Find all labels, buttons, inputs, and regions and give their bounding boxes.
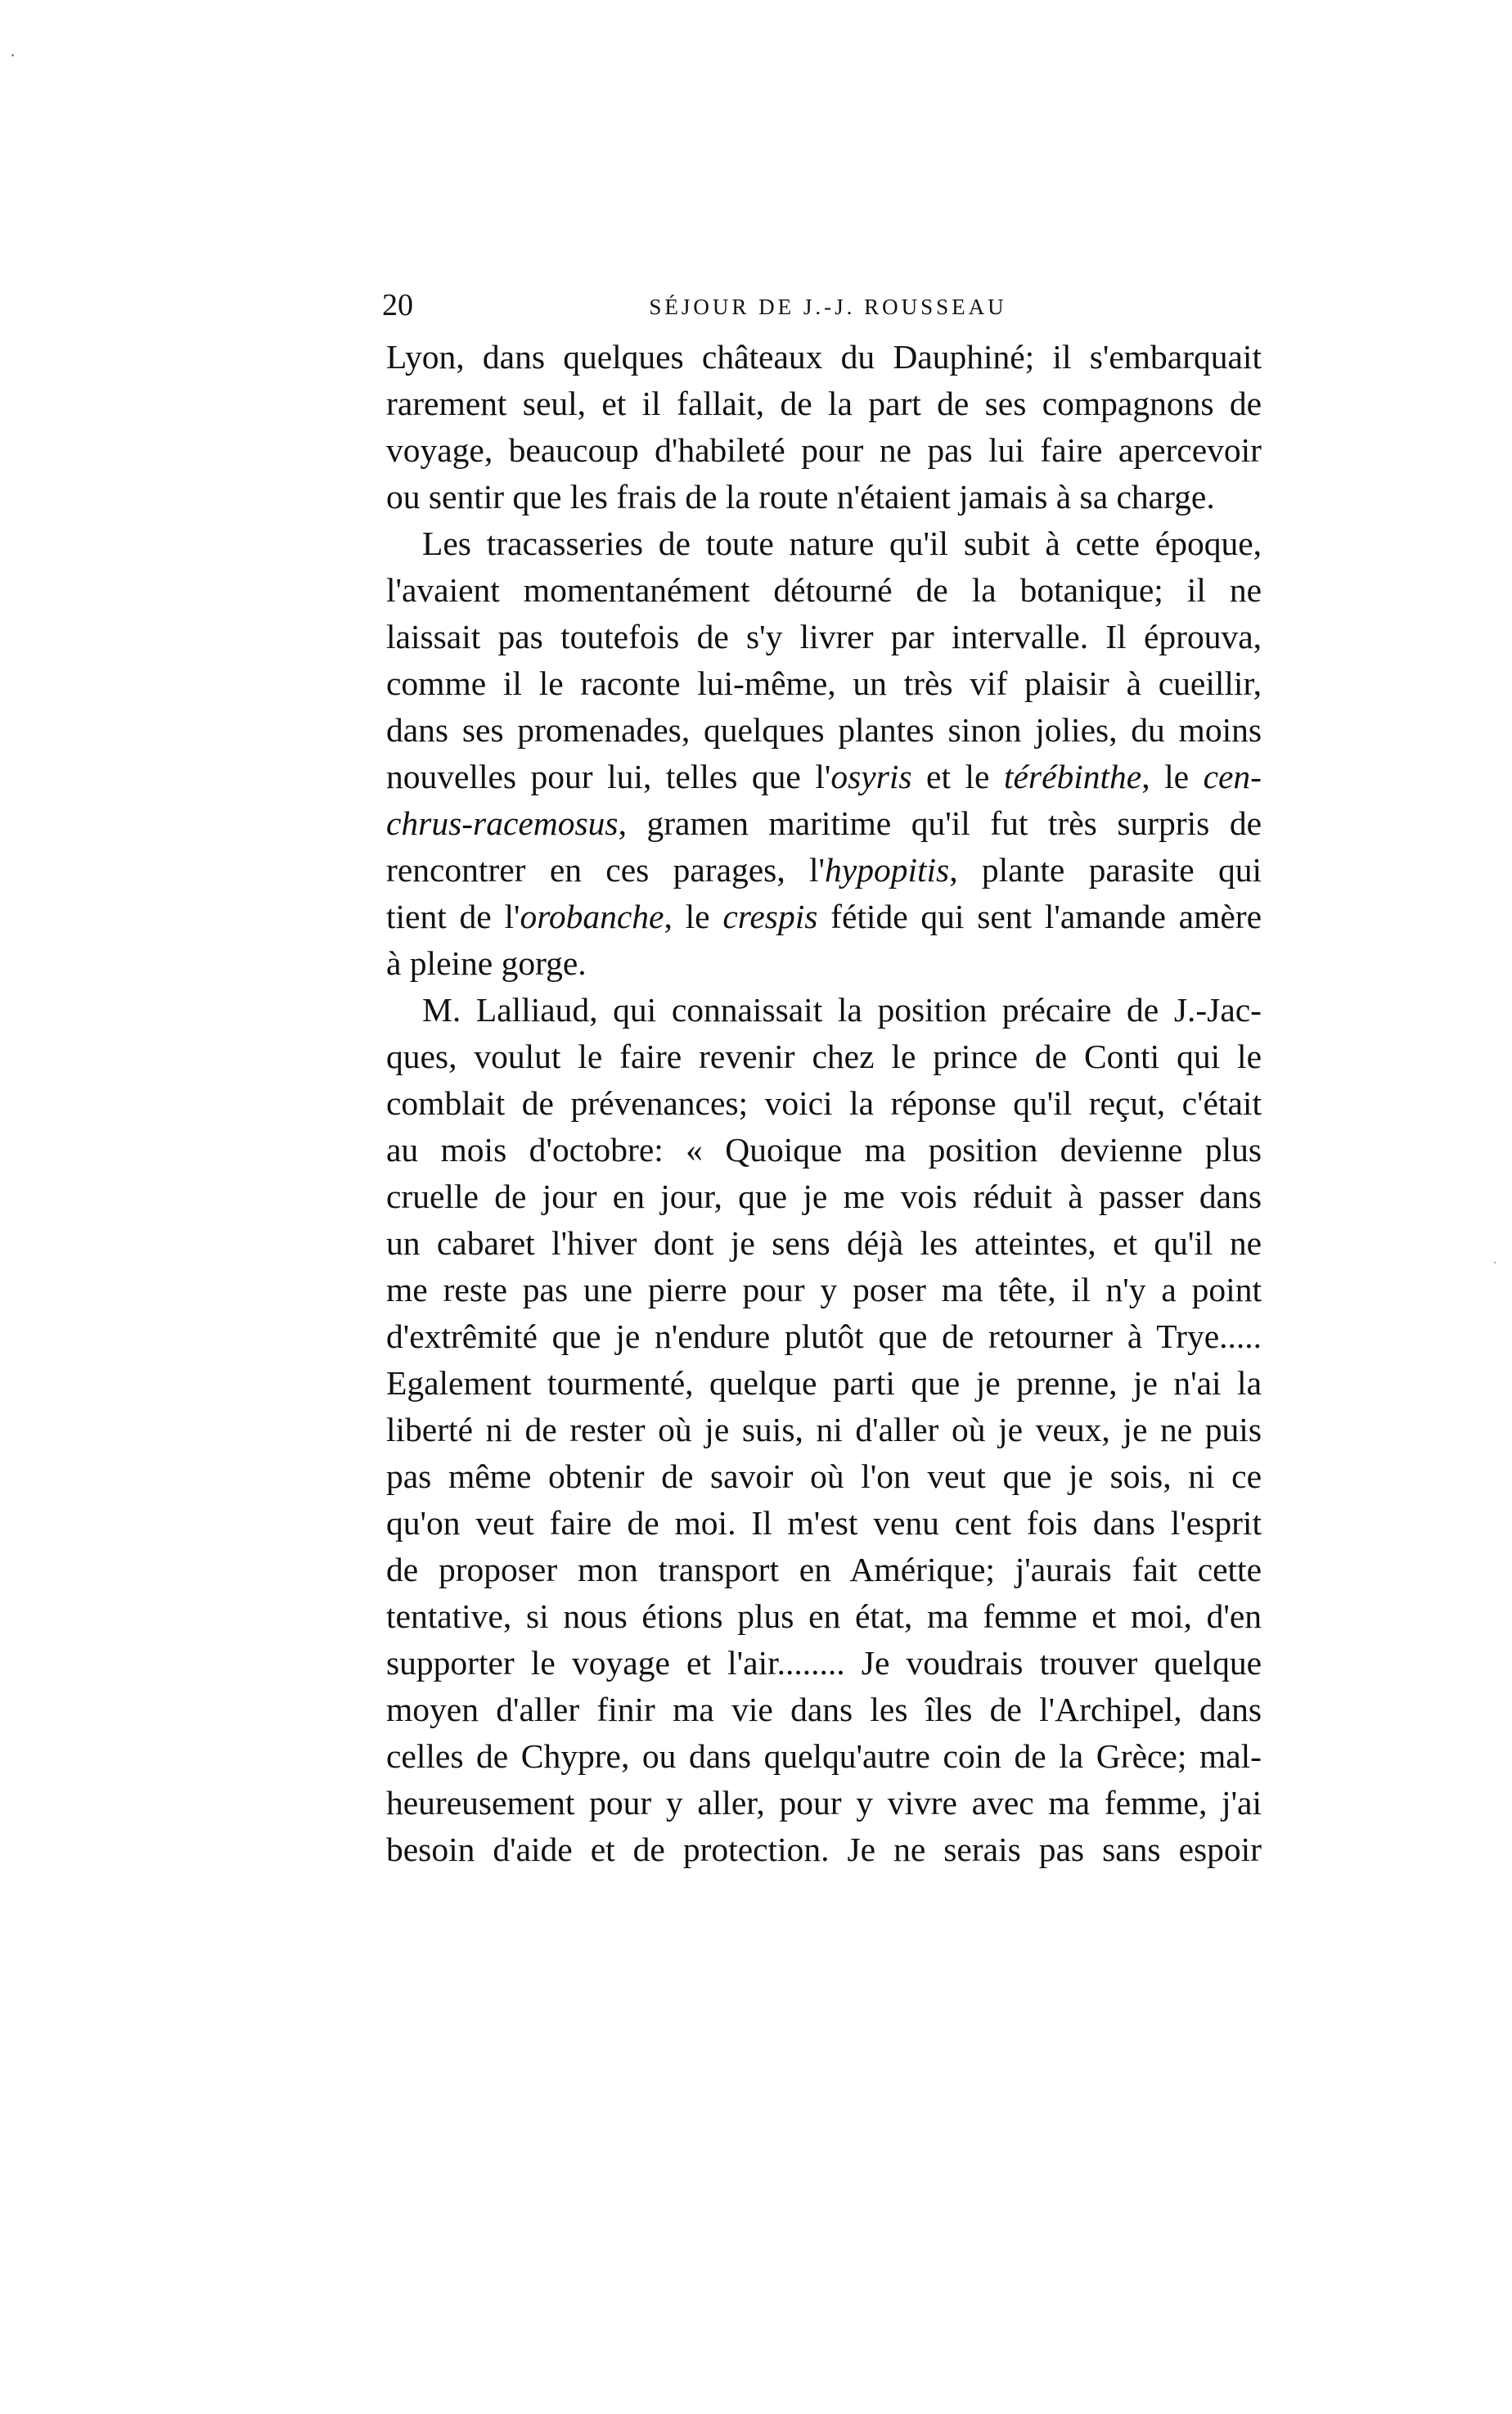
paper-speck	[11, 54, 14, 56]
running-title: SÉJOUR DE J.-J. ROUSSEAU	[649, 295, 1007, 319]
text-run: dans ses promenades, quelques plantes sinon jolies, du moins	[386, 711, 1262, 749]
text-run: M. Lalliaud, qui connaissait la position précaire de J.-Jac-	[422, 991, 1262, 1029]
italic-term: chrus-racemosus	[386, 804, 619, 842]
italic-term: térébinthe	[1003, 758, 1142, 795]
text-line	[386, 1127, 1262, 1173]
italic-term: hypopitis	[825, 851, 950, 889]
text-line	[386, 334, 1262, 381]
body-text	[386, 334, 1262, 1873]
text-line	[386, 940, 1262, 987]
text-line	[386, 474, 1262, 520]
italic-term: osyris	[830, 758, 912, 795]
text-line	[386, 567, 1262, 614]
text-run: un cabaret l'hiver dont je sens déjà les atteintes, et qu'il ne	[386, 1224, 1262, 1262]
text-run: pas même obtenir de savoir où l'on veut que je sois, ni ce	[386, 1457, 1262, 1495]
text-line	[386, 1547, 1262, 1593]
text-run: , gramen maritime qu'il fut très surpris de	[618, 804, 1262, 842]
text-run: Lyon, dans quelques châteaux du Dauphiné; il s'embarquait	[386, 338, 1262, 376]
text-line	[386, 1080, 1262, 1127]
text-line	[386, 1593, 1262, 1640]
page-number: 20	[382, 288, 413, 322]
text-run: fétide qui sent l'amande amère	[817, 898, 1262, 935]
text-run: heureusement pour y aller, pour y vivre avec ma femme, j'ai	[386, 1784, 1262, 1822]
text-run: de proposer mon transport en Amérique; j'aurais fait cette	[386, 1551, 1262, 1588]
text-line	[386, 1733, 1262, 1780]
text-line	[386, 894, 1262, 940]
text-run: comme il le raconte lui-même, un très vif plaisir à cueillir,	[386, 664, 1262, 702]
paragraph-start-line	[386, 520, 1262, 567]
text-line	[386, 1826, 1262, 1873]
text-run: à pleine gorge.	[386, 944, 587, 982]
text-run: cruelle de jour en jour, que je me vois réduit à passer dans	[386, 1178, 1262, 1215]
text-line	[386, 1687, 1262, 1733]
text-run: voyage, beaucoup d'habileté pour ne pas lui faire apercevoir	[386, 431, 1262, 469]
text-run: moyen d'aller finir ma vie dans les îles de l'Archipel, dans	[386, 1691, 1262, 1728]
text-line	[386, 1173, 1262, 1220]
text-line	[386, 1407, 1262, 1453]
text-run: ques, voulut le faire revenir chez le prince de Conti qui le	[386, 1038, 1262, 1075]
text-run: et le	[911, 758, 1004, 795]
text-line	[386, 1220, 1262, 1267]
text-line	[386, 1640, 1262, 1687]
text-run: d'extrêmité que je n'endure plutôt que de retourner à Trye.....	[386, 1317, 1262, 1355]
text-run: me reste pas une pierre pour y poser ma tête, il n'y a point	[386, 1271, 1262, 1308]
text-line	[386, 660, 1262, 707]
text-line	[386, 707, 1262, 754]
text-line	[386, 381, 1262, 427]
text-run: tient de l'	[386, 898, 520, 935]
paper-speck	[1494, 1262, 1496, 1263]
text-run: , plante parasite qui	[949, 851, 1262, 889]
text-line	[386, 847, 1262, 894]
text-run: Les tracasseries de toute nature qu'il subit à cette époque,	[422, 525, 1262, 562]
text-run: comblait de prévenances; voici la réponse qu'il reçut, c'était	[386, 1084, 1262, 1122]
text-run: laissait pas toutefois de s'y livrer par intervalle. Il éprouva,	[386, 618, 1262, 655]
page-header	[382, 285, 1274, 326]
text-run: besoin d'aide et de protection. Je ne serais pas sans espoir	[386, 1831, 1262, 1868]
text-line	[386, 1034, 1262, 1080]
text-run: , le	[664, 898, 723, 935]
text-run: Egalement tourmenté, quelque parti que je prenne, je n'ai la	[386, 1364, 1262, 1402]
text-line	[386, 1313, 1262, 1360]
text-line	[386, 427, 1262, 474]
text-run: au mois d'octobre: « Quoique ma position devienne plus	[386, 1131, 1262, 1169]
italic-term: crespis	[722, 898, 818, 935]
text-line	[386, 1453, 1262, 1500]
text-line	[386, 1360, 1262, 1407]
text-line	[386, 1780, 1262, 1826]
text-run: rarement seul, et il fallait, de la part de ses compagnons de	[386, 385, 1262, 422]
text-run: , le	[1141, 758, 1204, 795]
text-run: ou sentir que les frais de la route n'étaient jamais à sa charge.	[386, 478, 1215, 516]
text-run: liberté ni de rester où je suis, ni d'aller où je veux, je ne puis	[386, 1411, 1262, 1448]
text-run: supporter le voyage et l'air........ Je voudrais trouver quelque	[386, 1644, 1262, 1682]
text-run: nouvelles pour lui, telles que l'	[386, 758, 831, 795]
text-run: qu'on veut faire de moi. Il m'est venu cent fois dans l'esprit	[386, 1504, 1262, 1542]
text-line	[386, 1500, 1262, 1547]
text-line	[386, 1267, 1262, 1313]
text-line	[386, 800, 1262, 847]
text-run: tentative, si nous étions plus en état, ma femme et moi, d'en	[386, 1597, 1262, 1635]
text-line	[386, 614, 1262, 660]
paragraph-start-line	[386, 987, 1262, 1034]
text-run: celles de Chypre, ou dans quelqu'autre coin de la Grèce; mal-	[386, 1737, 1262, 1775]
text-run: rencontrer en ces parages, l'	[386, 851, 826, 889]
italic-term: orobanche	[520, 898, 664, 935]
italic-term: cen-	[1203, 758, 1262, 795]
text-run: l'avaient momentanément détourné de la botanique; il ne	[386, 571, 1262, 609]
text-line	[386, 754, 1262, 800]
